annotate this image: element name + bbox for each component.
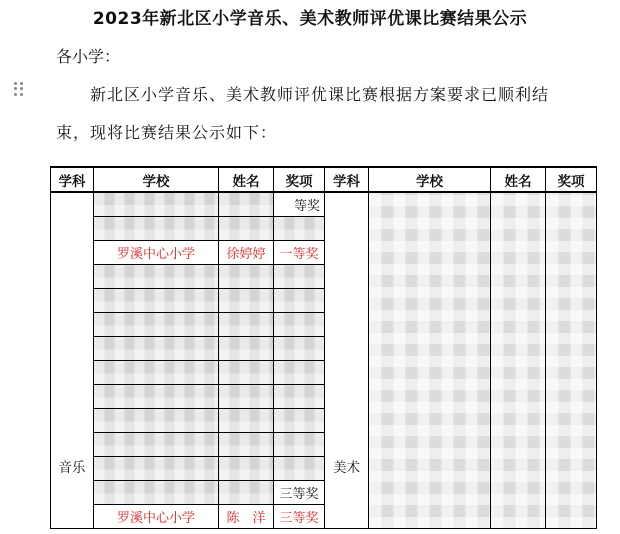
- cell-award: 三等奖: [274, 481, 325, 505]
- cell-school: [94, 313, 219, 337]
- paragraph-line-1: 新北区小学音乐、美术教师评优课比赛根据方案要求已顺利结: [90, 85, 550, 104]
- drag-handle-icon[interactable]: [14, 82, 24, 96]
- cell-school: 罗溪中心小学: [94, 241, 219, 265]
- header-school-2: 学校: [369, 167, 491, 192]
- header-subject-2: 学科: [325, 167, 369, 192]
- results-table: [50, 166, 597, 529]
- cell-name: [219, 313, 274, 337]
- cell-award: [274, 217, 325, 241]
- subject-music: 音乐: [51, 192, 94, 529]
- cell-award: [274, 313, 325, 337]
- cell-award: [274, 457, 325, 481]
- cell-name: [219, 481, 274, 505]
- cell-school: [94, 289, 219, 313]
- cell-school: [94, 361, 219, 385]
- cell-award: [274, 361, 325, 385]
- cell-school: [94, 481, 219, 505]
- cell-name: [219, 217, 274, 241]
- header-school: 学校: [94, 167, 219, 192]
- subject-art: 美术: [325, 192, 369, 529]
- header-award-2: 奖项: [546, 167, 597, 192]
- cell-school: [94, 265, 219, 289]
- header-subject: 学科: [51, 167, 94, 192]
- cell-school: [94, 217, 219, 241]
- right-blurred-award: [546, 192, 597, 529]
- cell-name: [219, 265, 274, 289]
- cell-award: [274, 433, 325, 457]
- header-award: 奖项: [274, 167, 325, 192]
- cell-name: [219, 433, 274, 457]
- cell-school: [94, 192, 219, 217]
- right-blurred-name: [491, 192, 546, 529]
- table-row: [51, 192, 597, 217]
- cell-award: 等奖: [274, 192, 325, 217]
- table-header-row: [51, 167, 597, 192]
- cell-name: 徐婷婷: [219, 241, 274, 265]
- cell-name: [219, 337, 274, 361]
- cell-award: [274, 289, 325, 313]
- cell-name: [219, 289, 274, 313]
- cell-school: 罗溪中心小学: [94, 505, 219, 529]
- cell-award: 一等奖: [274, 241, 325, 265]
- cell-award: [274, 385, 325, 409]
- cell-school: [94, 409, 219, 433]
- cell-name: [219, 409, 274, 433]
- cell-award: [274, 409, 325, 433]
- cell-school: [94, 457, 219, 481]
- document-title: 2023年新北区小学音乐、美术教师评优课比赛结果公示: [92, 9, 528, 29]
- cell-award: 三等奖: [274, 505, 325, 529]
- salutation: 各小学：: [56, 47, 121, 66]
- cell-school: [94, 385, 219, 409]
- paragraph-line-2: 束，现将比赛结果公示如下：: [56, 123, 278, 142]
- cell-name: [219, 457, 274, 481]
- cell-award: [274, 265, 325, 289]
- cell-name: [219, 192, 274, 217]
- cell-name: [219, 361, 274, 385]
- cell-school: [94, 433, 219, 457]
- cell-name: 陈 洋: [219, 505, 274, 529]
- cell-school: [94, 337, 219, 361]
- cell-name: [219, 385, 274, 409]
- header-name-2: 姓名: [491, 167, 546, 192]
- right-blurred-school: [369, 192, 491, 529]
- cell-award: [274, 337, 325, 361]
- header-name: 姓名: [219, 167, 274, 192]
